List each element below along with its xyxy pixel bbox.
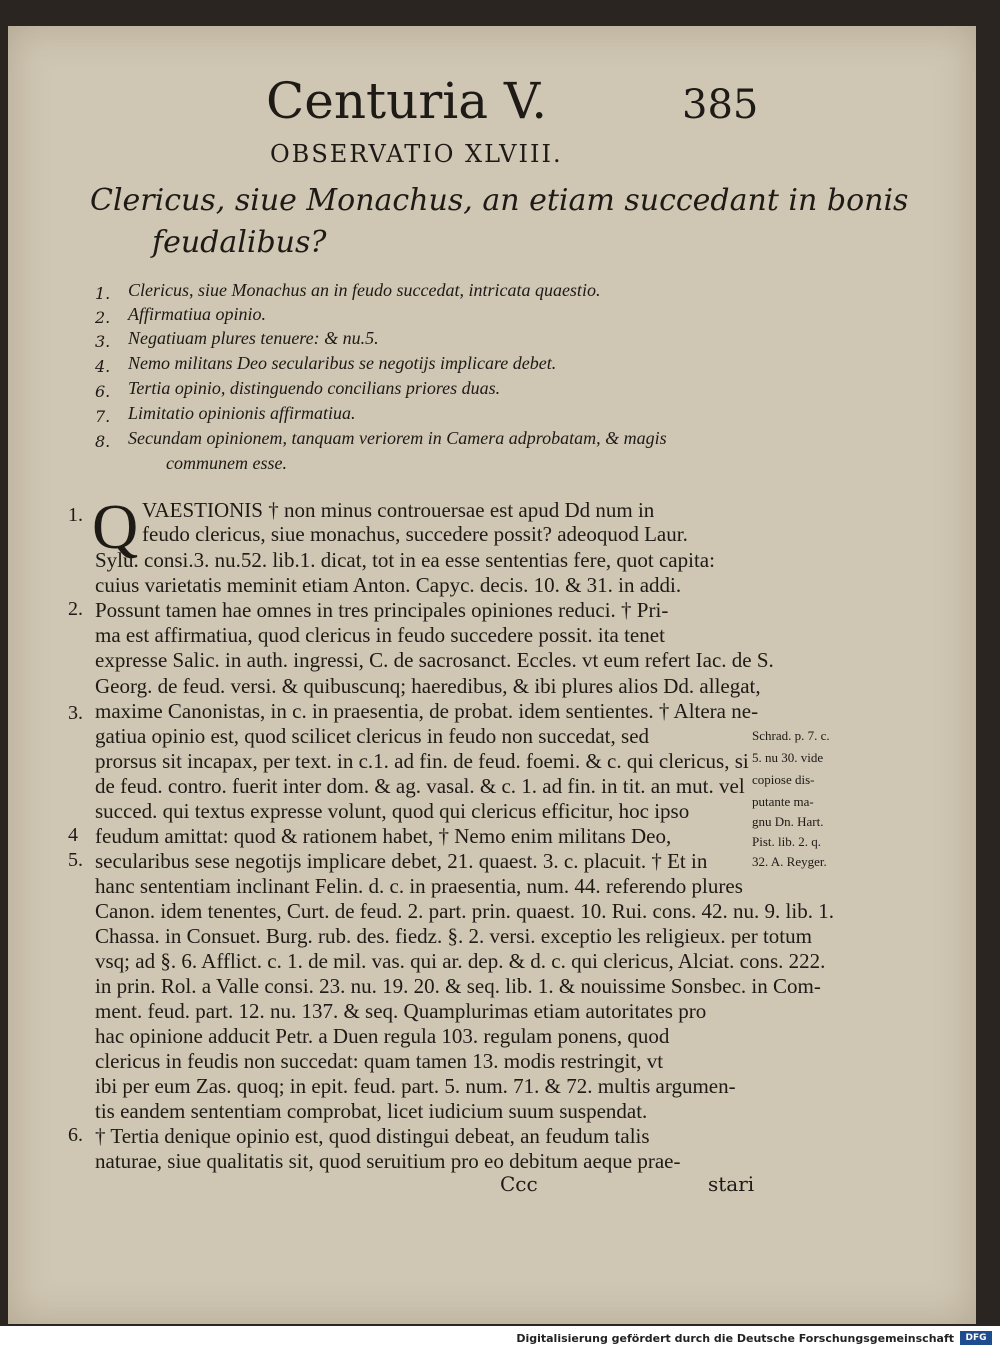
body-line: ment. feud. part. 12. nu. 137. & seq. Quamplurimas etiam autoritates pro <box>95 999 707 1023</box>
body-line: Sylu. consi.3. nu.52. lib.1. dicat, tot in ea esse sententias fere, quot capita: <box>95 548 715 572</box>
body-line: naturae, siue qualitatis sit, quod seruitium pro eo debitum aeque prae- <box>95 1149 681 1173</box>
side-note-line: 32. A. Reyger. <box>752 854 827 869</box>
body-line: prorsus sit incapax, per text. in c.1. ad fin. de feud. foemi. & c. qui clericus, si <box>95 749 749 773</box>
side-note-line: copiose dis- <box>752 772 815 787</box>
running-title: Centuria V. <box>266 72 548 130</box>
page-number: 385 <box>682 82 759 128</box>
summary-num: 1. <box>95 284 111 303</box>
body-line: Chassa. in Consuet. Burg. rub. des. fiedz. §. 2. versi. exceptio les religieux. per totum <box>95 924 812 948</box>
margin-number: 6. <box>68 1124 83 1146</box>
body-line: ma est affirmatiua, quod clericus in feudo succedere possit. ita tenet <box>95 623 665 647</box>
signature-mark: Ccc <box>500 1172 538 1196</box>
margin-number: 2. <box>68 598 83 620</box>
side-note-line: gnu Dn. Hart. <box>752 814 824 829</box>
body-line: vsq; ad §. 6. Afflict. c. 1. de mil. vas. qui ar. dep. & d. c. qui clericus, Alciat. cons. 222. <box>95 949 826 973</box>
body-line: succed. qui textus expresse volunt, quod qui clericus efficitur, hoc ipso <box>95 799 690 823</box>
body-line: Canon. idem tenentes, Curt. de feud. 2. part. prin. quaest. 10. Rui. cons. 42. nu. 9. lib. 1. <box>95 899 834 923</box>
side-note-line: Schrad. p. 7. c. <box>752 728 830 743</box>
summary-num: 6. <box>95 382 111 401</box>
side-note-line: 5. nu 30. vide <box>752 750 824 765</box>
body-line: ibi per eum Zas. quoq; in epit. feud. part. 5. num. 71. & 72. multis argumen- <box>95 1074 736 1098</box>
body-line: clericus in feudis non succedat: quam tamen 13. modis restringit, vt <box>95 1049 664 1073</box>
summary-num: 7. <box>95 407 111 426</box>
margin-number: 1. <box>68 504 83 526</box>
body-line: Georg. de feud. versi. & quibuscunq; haeredibus, & ibi plures alios Dd. allegat, <box>95 674 761 698</box>
footer-bar <box>0 1326 1000 1351</box>
body-line: † Tertia denique opinio est, quod distingui debeat, an feudum talis <box>95 1124 650 1148</box>
summary-num: 3. <box>95 332 111 351</box>
topic-line-1: Clericus, siue Monachus, an etiam succedant in bonis <box>90 183 909 218</box>
body-line: in prin. Rol. a Valle consi. 23. nu. 19. 20. & seq. lib. 1. & nouissime Sonsbec. in Com- <box>95 974 821 998</box>
body-line: cuius varietatis meminit etiam Anton. Capyc. decis. 10. & 31. in addi. <box>95 573 682 597</box>
body-line: feudo clericus, siue monachus, succedere possit? adeoquod Laur. <box>142 522 688 546</box>
body-line: hac opinione adducit Petr. a Duen regula 103. regulam ponens, quod <box>95 1024 670 1048</box>
summary-text: communem esse. <box>166 453 287 473</box>
side-note-line: Pist. lib. 2. q. <box>752 834 821 849</box>
topic-line-2: feudalibus? <box>152 225 327 260</box>
body-line: expresse Salic. in auth. ingressi, C. de sacrosanct. Eccles. vt eum refert Iac. de S. <box>95 648 774 672</box>
summary-text: Affirmatiua opinio. <box>128 304 267 324</box>
drop-cap: Q <box>92 491 139 562</box>
summary-text: Limitatio opinionis affirmatiua. <box>128 403 356 423</box>
margin-number: 4 <box>68 824 78 846</box>
catchword: stari <box>708 1172 755 1196</box>
body-line: gatiua opinio est, quod scilicet clericus in feudo non succedat, sed <box>95 724 650 748</box>
topic-heading <box>90 180 908 264</box>
body-line: maxime Canonistas, in c. in praesentia, de probat. idem sentientes. † Altera ne- <box>95 699 759 723</box>
funding-credit: Digitalisierung gefördert durch die Deutsche Forschungsgemeinschaft <box>516 1332 954 1345</box>
body-line: de feud. contro. fuerit inter dom. & ag. vasal. & c. 1. ad fin. in tit. an mut. vel <box>95 774 745 798</box>
body-line: tis eandem sententiam comprobat, licet iudicium suum suspendat. <box>95 1099 648 1123</box>
side-note-line: putante ma- <box>752 794 814 809</box>
summary-text: Negatiuam plures tenuere: & nu.5. <box>128 328 379 348</box>
summary-text: Tertia opinio, distinguendo concilians priores duas. <box>128 378 501 398</box>
body-line: VAESTIONIS † non minus controuersae est apud Dd num in <box>142 498 655 522</box>
body-line: feudum amittat: quod & rationem habet, † Nemo enim militans Deo, <box>95 824 672 848</box>
summary-num: 4. <box>95 357 111 376</box>
dfg-logo: DFG <box>960 1331 992 1345</box>
summary-num: 2. <box>95 308 111 327</box>
margin-number: 3. <box>68 702 83 724</box>
margin-number: 5. <box>68 849 83 871</box>
observation-heading: OBSERVATIO XLVIII. <box>270 140 563 168</box>
summary-num: 8. <box>95 432 111 451</box>
summary-text: Nemo militans Deo secularibus se negotijs implicare debet. <box>128 353 557 373</box>
body-line: Possunt tamen hae omnes in tres principales opiniones reduci. † Pri- <box>95 598 669 622</box>
summary-text: Clericus, siue Monachus an in feudo succedat, intricata quaestio. <box>128 280 601 300</box>
body-line: hanc sententiam inclinant Felin. d. c. in praesentia, num. 44. referendo plures <box>95 874 743 898</box>
summary-text: Secundam opinionem, tanquam veriorem in Camera adprobatam, & magis <box>128 428 667 448</box>
body-line: secularibus sese negotijs implicare debet, 21. quaest. 3. c. placuit. † Et in <box>95 849 708 873</box>
